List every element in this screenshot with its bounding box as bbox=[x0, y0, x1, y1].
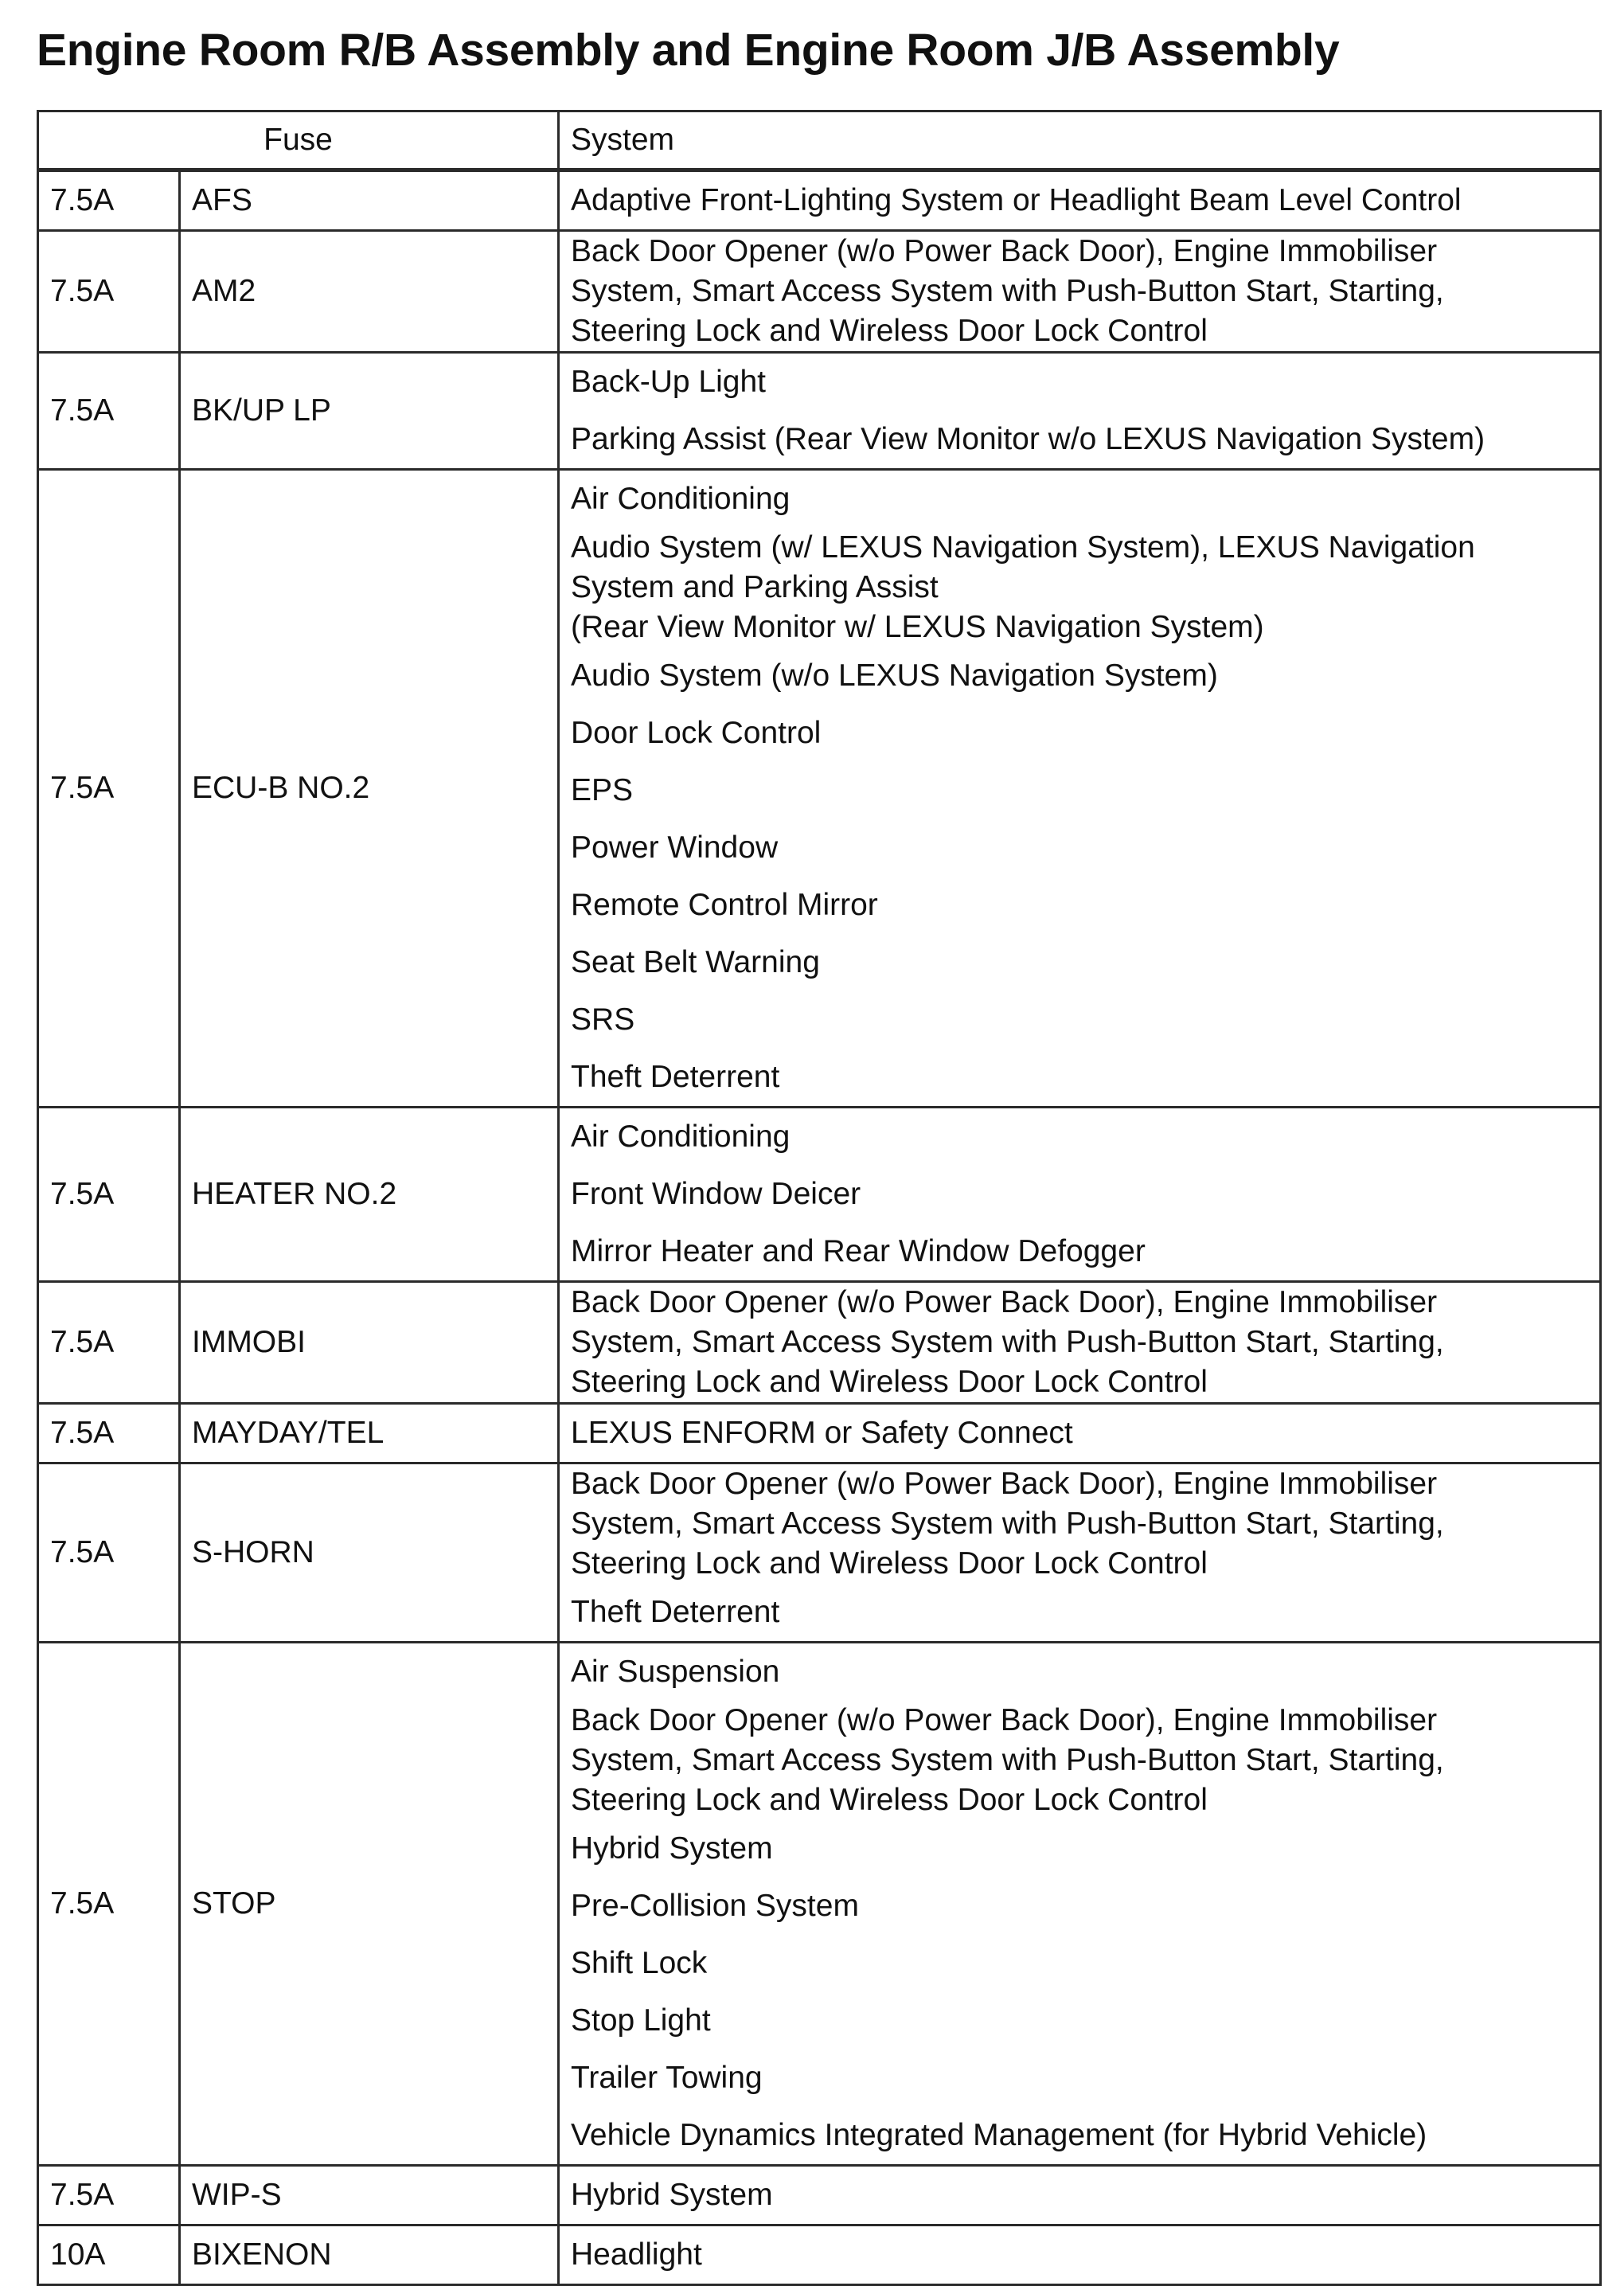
system-text: Theft Deterrent bbox=[571, 1595, 780, 1629]
system-cell bbox=[559, 1108, 1601, 1282]
system-cell bbox=[559, 2225, 1601, 2285]
system-text: Hybrid System bbox=[571, 1831, 773, 1866]
system-item bbox=[560, 411, 1599, 468]
system-text: Parking Assist (Rear View Monitor w/o LEXUS Navigation System) bbox=[571, 422, 1485, 456]
system-item bbox=[560, 1935, 1599, 1992]
system-item bbox=[560, 528, 1599, 647]
system-text: Steering Lock and Wireless Door Lock Control bbox=[571, 1783, 1208, 1817]
table-row bbox=[38, 1404, 1601, 1463]
fuse-amperage: 7.5A bbox=[38, 231, 180, 353]
fuse-amperage: 7.5A bbox=[38, 2166, 180, 2225]
system-text: Headlight bbox=[571, 2237, 702, 2272]
system-text: Vehicle Dynamics Integrated Management (for Hybrid Vehicle) bbox=[571, 2118, 1427, 2152]
system-item bbox=[560, 1108, 1599, 1166]
fuse-name: HEATER NO.2 bbox=[180, 1108, 559, 1282]
system-cell bbox=[559, 1404, 1601, 1463]
system-text: System and Parking Assist bbox=[571, 570, 939, 604]
system-cell bbox=[559, 1282, 1601, 1404]
system-text: Back Door Opener (w/o Power Back Door), Engine Immobiliser bbox=[571, 1467, 1438, 1501]
system-text: System, Smart Access System with Push-Button Start, Starting, bbox=[571, 1325, 1444, 1359]
system-text: System, Smart Access System with Push-Button Start, Starting, bbox=[571, 1743, 1444, 1777]
system-text: Steering Lock and Wireless Door Lock Control bbox=[571, 1365, 1208, 1399]
system-item bbox=[560, 991, 1599, 1049]
system-item bbox=[560, 1701, 1599, 1820]
system-item bbox=[560, 2107, 1599, 2164]
system-text: Back-Up Light bbox=[571, 365, 766, 399]
system-cell bbox=[559, 353, 1601, 470]
system-text: Seat Belt Warning bbox=[571, 945, 820, 979]
system-item bbox=[560, 2167, 1599, 2224]
system-text: Audio System (w/ LEXUS Navigation System), LEXUS Navigation bbox=[571, 530, 1475, 565]
system-item bbox=[560, 1166, 1599, 1223]
header-fuse: Fuse bbox=[38, 111, 559, 170]
system-cell bbox=[559, 2166, 1601, 2225]
header-system: System bbox=[559, 111, 1601, 170]
system-item bbox=[560, 705, 1599, 762]
table-row bbox=[38, 1463, 1601, 1643]
system-text: Steering Lock and Wireless Door Lock Control bbox=[571, 1546, 1208, 1581]
system-text: Mirror Heater and Rear Window Defogger bbox=[571, 1234, 1146, 1268]
system-text: Door Lock Control bbox=[571, 716, 822, 750]
system-item bbox=[560, 1643, 1599, 1701]
system-item bbox=[560, 762, 1599, 819]
system-text: Power Window bbox=[571, 830, 779, 865]
table-row bbox=[38, 1282, 1601, 1404]
fuse-name: MAYDAY/TEL bbox=[180, 1404, 559, 1463]
system-item bbox=[560, 232, 1599, 351]
system-cell bbox=[559, 1463, 1601, 1643]
system-cell bbox=[559, 470, 1601, 1108]
system-text: Air Conditioning bbox=[571, 482, 791, 516]
system-text: LEXUS ENFORM or Safety Connect bbox=[571, 1416, 1073, 1450]
fuse-amperage: 7.5A bbox=[38, 353, 180, 470]
system-item bbox=[560, 647, 1599, 705]
system-item bbox=[560, 354, 1599, 411]
table-row bbox=[38, 2166, 1601, 2225]
system-item bbox=[560, 1405, 1599, 1462]
fuse-amperage: 7.5A bbox=[38, 470, 180, 1108]
fuse-amperage: 7.5A bbox=[38, 1643, 180, 2166]
system-item bbox=[560, 471, 1599, 528]
system-item bbox=[560, 934, 1599, 991]
system-text: EPS bbox=[571, 773, 634, 807]
system-text: Front Window Deicer bbox=[571, 1177, 861, 1211]
page-title: Engine Room R/B Assembly and Engine Room J/B Assembly bbox=[37, 25, 1340, 76]
table-row bbox=[38, 170, 1601, 231]
fuse-name: BK/UP LP bbox=[180, 353, 559, 470]
fuse-name: WIP-S bbox=[180, 2166, 559, 2225]
system-text: Hybrid System bbox=[571, 2178, 773, 2212]
system-item bbox=[560, 1992, 1599, 2050]
fuse-name: ECU-B NO.2 bbox=[180, 470, 559, 1108]
system-text: Back Door Opener (w/o Power Back Door), Engine Immobiliser bbox=[571, 1285, 1438, 1319]
fuse-amperage: 7.5A bbox=[38, 1463, 180, 1643]
fuse-name: AM2 bbox=[180, 231, 559, 353]
system-text: Theft Deterrent bbox=[571, 1060, 780, 1094]
system-item bbox=[560, 1283, 1599, 1402]
system-text: Air Suspension bbox=[571, 1655, 780, 1689]
system-cell bbox=[559, 170, 1601, 231]
system-text: System, Smart Access System with Push-Button Start, Starting, bbox=[571, 274, 1444, 308]
table-row bbox=[38, 231, 1601, 353]
system-text: Air Conditioning bbox=[571, 1120, 791, 1154]
system-item bbox=[560, 2226, 1599, 2284]
fuse-amperage: 7.5A bbox=[38, 170, 180, 231]
table-row bbox=[38, 470, 1601, 1108]
system-text: Stop Light bbox=[571, 2003, 711, 2038]
table-row bbox=[38, 2225, 1601, 2285]
fuse-amperage: 7.5A bbox=[38, 1108, 180, 1282]
fuse-name: S-HORN bbox=[180, 1463, 559, 1643]
table-row bbox=[38, 1108, 1601, 1282]
system-text: Steering Lock and Wireless Door Lock Control bbox=[571, 314, 1208, 348]
system-item bbox=[560, 1049, 1599, 1106]
system-text: Adaptive Front-Lighting System or Headlight Beam Level Control bbox=[571, 183, 1462, 217]
table-row bbox=[38, 353, 1601, 470]
system-text: Back Door Opener (w/o Power Back Door), Engine Immobiliser bbox=[571, 1703, 1438, 1737]
system-item bbox=[560, 1464, 1599, 1584]
fuse-name: STOP bbox=[180, 1643, 559, 2166]
fuse-amperage: 7.5A bbox=[38, 1404, 180, 1463]
system-text: Audio System (w/o LEXUS Navigation System) bbox=[571, 658, 1218, 693]
system-text: System, Smart Access System with Push-Button Start, Starting, bbox=[571, 1506, 1444, 1541]
system-item bbox=[560, 1878, 1599, 1935]
fuse-table bbox=[37, 110, 1602, 2286]
system-text: Shift Lock bbox=[571, 1946, 708, 1980]
system-cell bbox=[559, 1643, 1601, 2166]
fuse-name: BIXENON bbox=[180, 2225, 559, 2285]
system-cell bbox=[559, 231, 1601, 353]
table-header-row bbox=[38, 111, 1601, 170]
table-body bbox=[38, 170, 1601, 2285]
system-item bbox=[560, 172, 1599, 229]
fuse-name: AFS bbox=[180, 170, 559, 231]
fuse-name: IMMOBI bbox=[180, 1282, 559, 1404]
system-text: Pre-Collision System bbox=[571, 1889, 859, 1923]
system-item bbox=[560, 1584, 1599, 1641]
system-text: Remote Control Mirror bbox=[571, 888, 878, 922]
fuse-amperage: 10A bbox=[38, 2225, 180, 2285]
system-item bbox=[560, 877, 1599, 934]
table-row bbox=[38, 1643, 1601, 2166]
system-text: SRS bbox=[571, 1002, 635, 1037]
system-item bbox=[560, 1223, 1599, 1280]
system-text: Trailer Towing bbox=[571, 2061, 763, 2095]
system-text: Back Door Opener (w/o Power Back Door), Engine Immobiliser bbox=[571, 234, 1438, 268]
system-item bbox=[560, 1820, 1599, 1878]
system-text: (Rear View Monitor w/ LEXUS Navigation System) bbox=[571, 610, 1264, 644]
fuse-amperage: 7.5A bbox=[38, 1282, 180, 1404]
system-item bbox=[560, 819, 1599, 877]
system-item bbox=[560, 2050, 1599, 2107]
